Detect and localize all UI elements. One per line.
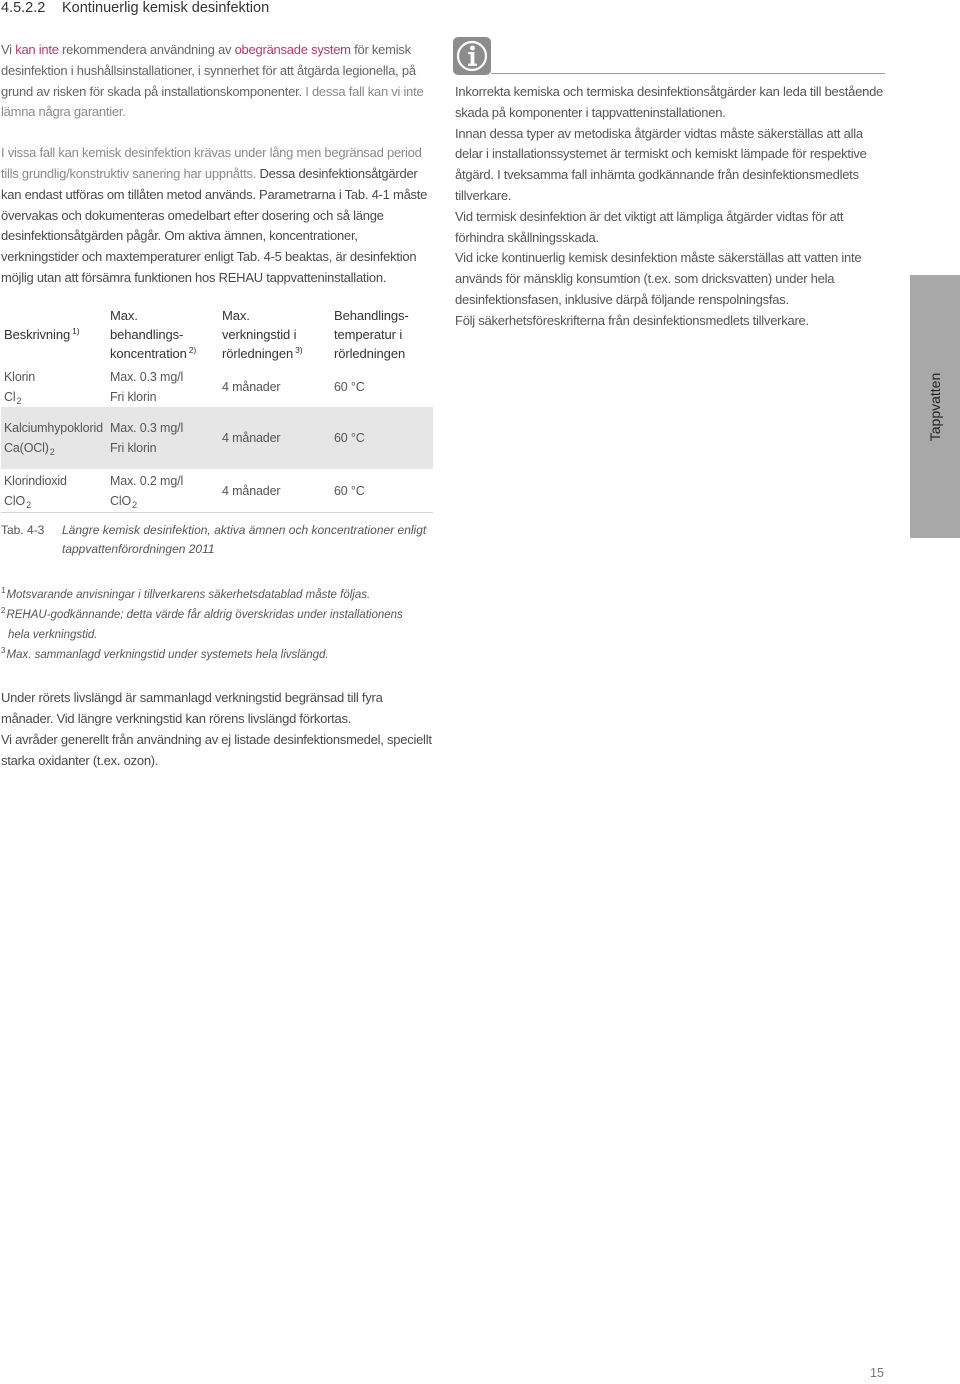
footnote-mark: 2	[1, 606, 6, 616]
concentration-limit: Max. 0.3 mg/l	[110, 369, 184, 384]
footnote-text: Motsvarande anvisningar i tillverkarens säkerhetsdatablad måste följas.	[6, 589, 371, 602]
cell-description	[1, 469, 107, 513]
header-line: rörledningen $^{3)}$	[222, 345, 303, 362]
body-text-light: I vissa fall kan kemisk desinfektion krävas under lång men begränsad period tills grundlig/konstruktiv sanering har uppnåtts.	[1, 145, 422, 181]
closing-notes	[1, 687, 433, 771]
footnote-ref: 2)	[188, 345, 197, 356]
col-header-concentration	[107, 303, 219, 367]
substance-name: Klorin	[4, 369, 36, 384]
info-icon	[453, 37, 491, 75]
cell-temperature: 60 °C	[334, 379, 365, 394]
header-line: behandlings-	[110, 327, 184, 343]
main-column	[1, 40, 433, 771]
table-caption	[1, 521, 433, 559]
footnote	[1, 585, 415, 605]
chapter-side-tab	[910, 275, 960, 538]
body-text: Dessa desinfektionsåtgärder kan endast utföras om tillåten metod används. Parametrarna i Tab. 4-1 måste övervakas och dokumenteras omedelbart efter dosering och så länge desinfektionsåtgärden pågår. Om aktiva ämnen, koncentrationer, verkningstider och maxtemperaturer enligt Tab. 4-5 beaktas, är desinfektion möjlig utan att försämra funktionen hos REHAU tappvatteninstallation.	[1, 165, 428, 285]
intro-text: för kemisk desinfektion i hushållsinstallationer, i synnerhet för att åtgärda legionella, på grund av risken för skada på installationskomponenter.	[1, 42, 416, 99]
disinfection-table	[1, 303, 433, 514]
cell-concentration	[107, 367, 219, 407]
concentration-limit: Max. 0.2 mg/l	[110, 473, 184, 488]
table-row	[1, 469, 433, 513]
cell-concentration	[107, 469, 219, 513]
table-row	[1, 367, 433, 407]
footnotes	[1, 585, 415, 665]
info-paragraph: Inkorrekta kemiska och termiska desinfektionsåtgärder kan leda till bestående skada på komponenter i tappvatteninstallationen.	[455, 84, 884, 120]
section-title: Kontinuerlig kemisk desinfektion	[62, 0, 270, 16]
header-line: temperatur i	[334, 327, 403, 343]
intro-text: rekommendera användning av	[58, 42, 235, 57]
table-header-row	[1, 303, 433, 367]
substance-name: Kalciumhypoklorid	[4, 420, 103, 435]
info-divider	[491, 73, 885, 74]
info-paragraph: Följ säkerhetsföreskrifterna från desinfektionsmedlets tillverkare.	[455, 312, 809, 328]
cell-temperature: 60 °C	[334, 483, 365, 498]
header-line: verkningstid i	[222, 327, 297, 343]
highlighted-text: obegränsade system	[234, 42, 351, 57]
closing-paragraph: Under rörets livslängd är sammanlagd verkningstid begränsad till fyra månader. Vid längre verkningstid kan rörens livslängd förkortas.	[1, 690, 383, 727]
cell-concentration	[107, 407, 219, 469]
intro-paragraph	[1, 40, 433, 123]
intro-text: Vi	[1, 42, 16, 57]
cell-temperature: 60 °C	[334, 430, 365, 445]
header-line: Max.	[222, 308, 250, 324]
concentration-basis: Fri klorin	[110, 389, 157, 404]
cell-duration: 4 månader	[222, 430, 281, 445]
info-paragraph: Innan dessa typer av metodiska åtgärder vidtas måste säkerställas att alla delar i installationssystemet är termiskt och kemiskt lämpade för respektive åtgärd. I tveksamma fall inhämta godkännande från desinfektionsmedlets tillverkare.	[455, 125, 867, 203]
highlighted-text: kan inte	[15, 42, 59, 57]
intro-text-light: I dessa fall kan vi inte lämna några garantier.	[1, 83, 424, 120]
footnote	[1, 645, 415, 665]
substance-formula: ClO$_2$	[4, 493, 31, 510]
concentration-basis: ClO$_2$	[110, 493, 137, 510]
section-heading	[1, 0, 421, 17]
cell-duration: 4 månader	[222, 379, 281, 394]
footnote-text: REHAU-godkännande; detta värde får aldrig överskridas under installationens hela verkningstid.	[6, 609, 403, 642]
info-paragraph: Vid icke kontinuerlig kemisk desinfektion måste säkerställas att vatten inte används för mänsklig konsumtion (t.ex. som dricksvatten) under hela desinfektionsfasen, inklusive därpå följande renspolningsfas.	[455, 250, 862, 307]
footnote	[1, 605, 415, 645]
page-number: 15	[870, 1366, 884, 1380]
table-row	[1, 407, 433, 469]
footnote-mark: 1	[1, 586, 6, 596]
col-header-duration	[219, 303, 331, 367]
table-caption-label: Tab. 4-3	[1, 523, 45, 538]
closing-paragraph: Vi avråder generellt från användning av ej listade desinfektionsmedel, speciellt starka oxidanter (t.ex. ozon).	[1, 732, 432, 769]
col-header-temperature	[331, 303, 433, 367]
header-line: Beskrivning	[4, 327, 71, 343]
cell-duration: 4 månader	[222, 483, 281, 498]
footnote-ref: 3)	[295, 345, 303, 356]
concentration-basis: Fri klorin	[110, 440, 157, 455]
header-line: rörledningen	[334, 346, 406, 362]
body-paragraph	[1, 143, 433, 289]
header-line: Max.	[110, 308, 138, 324]
table-caption-text: Längre kemisk desinfektion, aktiva ämnen och koncentrationer enligt tappvattenförordningen 2011	[62, 523, 427, 557]
info-paragraph: Vid termisk desinfektion är det viktigt att lämpliga åtgärder vidtas för att förhindra skållningsskada.	[455, 208, 844, 245]
cell-description	[1, 367, 107, 407]
section-number: 4.5.2.2	[1, 0, 46, 16]
substance-name: Klorindioxid	[4, 473, 67, 488]
substance-formula: $Ca(OCl)_2$	[4, 440, 55, 457]
header-line: Behandlings-	[334, 308, 409, 324]
substance-formula: $Cl_2$	[4, 389, 22, 406]
cell-description	[1, 407, 107, 469]
info-notice	[455, 82, 887, 332]
col-header-description	[1, 303, 107, 367]
concentration-limit: Max. 0.3 mg/l	[110, 420, 184, 435]
header-line: koncentration $^{2)}$	[110, 345, 197, 362]
footnote-ref: 1)	[72, 326, 80, 337]
footnote-text: Max. sammanlagd verkningstid under systemets hela livslängd.	[6, 649, 329, 662]
chapter-side-tab-label: Tappvatten	[927, 372, 943, 441]
footnote-mark: 3	[1, 646, 6, 656]
